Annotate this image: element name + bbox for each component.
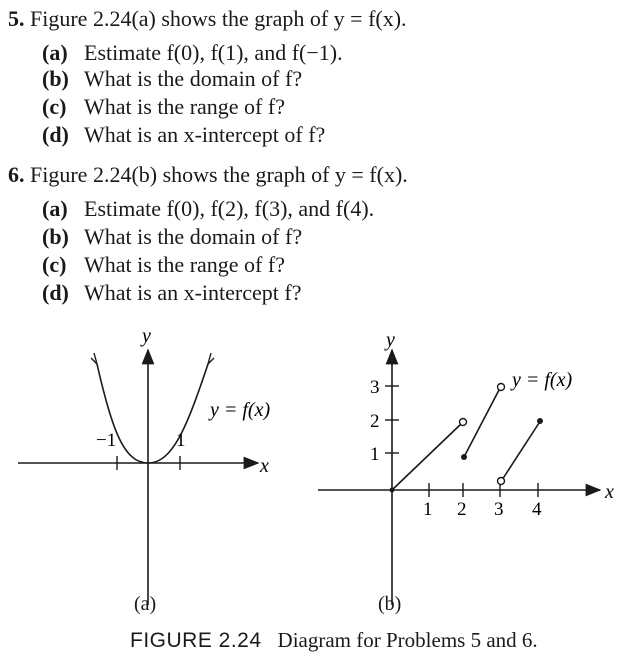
figure-a-x-label: x <box>260 455 269 477</box>
problem-6-part-d: (d) What is an x-intercept f? <box>42 280 302 305</box>
figure-b-y-label: y <box>386 329 395 351</box>
figure-b-open-point-2-2 <box>460 419 467 426</box>
figure-b-x-tick-label-1: 1 <box>423 499 433 520</box>
figure-b-y-tick-label-1: 1 <box>370 444 380 465</box>
figure-b-segment-1 <box>392 424 461 490</box>
figure-b-open-point-3-0 <box>498 478 505 485</box>
figure-a-graph <box>0 320 300 610</box>
figure-a-panel-label: (a) <box>134 593 157 615</box>
figure-b-curve-label: y = f(x) <box>512 369 573 391</box>
problem-6-number: 6. <box>8 162 25 187</box>
problem-5-number: 5. <box>8 6 25 31</box>
figure-caption-text: Diagram for Problems 5 and 6. <box>277 628 538 652</box>
problem-5-part-a: (a) Estimate f(0), f(1), and f(−1). <box>42 40 343 65</box>
figure-b-y-tick-label-2: 2 <box>370 411 380 432</box>
figure-b-x-tick-label-2: 2 <box>457 499 467 520</box>
problem-6-stem-text: Figure 2.24(b) shows the graph of y = f(x). <box>30 162 408 187</box>
figure-b-graph <box>300 320 626 610</box>
problem-6-part-b: (b) What is the domain of f? <box>42 224 303 249</box>
figure-b-segment-3 <box>502 423 539 480</box>
figure-b-open-point-3-3 <box>498 384 505 391</box>
problem-5-stem <box>8 6 407 32</box>
figure-b-x-label: x <box>605 481 614 503</box>
problem-6-part-c: (c) What is the range of f? <box>42 252 285 277</box>
figure-b-point-2-1 <box>461 454 467 460</box>
figure-a-tick-label-neg1: −1 <box>96 430 117 451</box>
problem-5-part-c: (c) What is the range of f? <box>42 94 285 119</box>
problem-5-part-d: (d) What is an x-intercept of f? <box>42 122 326 147</box>
problem-6-stem <box>8 162 408 188</box>
problem-5-part-b: (b) What is the domain of f? <box>42 66 303 91</box>
figure-b-point-origin <box>390 488 395 493</box>
problem-5-stem-text: Figure 2.24(a) shows the graph of y = f(x). <box>30 6 407 31</box>
figure-b-segment-2 <box>464 390 499 457</box>
problem-6-part-a: (a) Estimate f(0), f(2), f(3), and f(4). <box>42 196 375 221</box>
figure-b-point-4-2 <box>537 418 543 424</box>
figure-a-curve-label: y = f(x) <box>210 399 271 421</box>
figure-b-x-tick-label-3: 3 <box>494 499 504 520</box>
figure-a-tick-label-1: 1 <box>176 430 186 451</box>
figure-b-y-tick-label-3: 3 <box>370 377 380 398</box>
figure-caption-label: FIGURE 2.24 <box>130 629 262 652</box>
figure-b-panel-label: (b) <box>378 593 402 615</box>
figure-a-y-label: y <box>142 325 151 347</box>
figure-b-x-tick-label-4: 4 <box>532 499 542 520</box>
figure-caption <box>130 628 538 653</box>
